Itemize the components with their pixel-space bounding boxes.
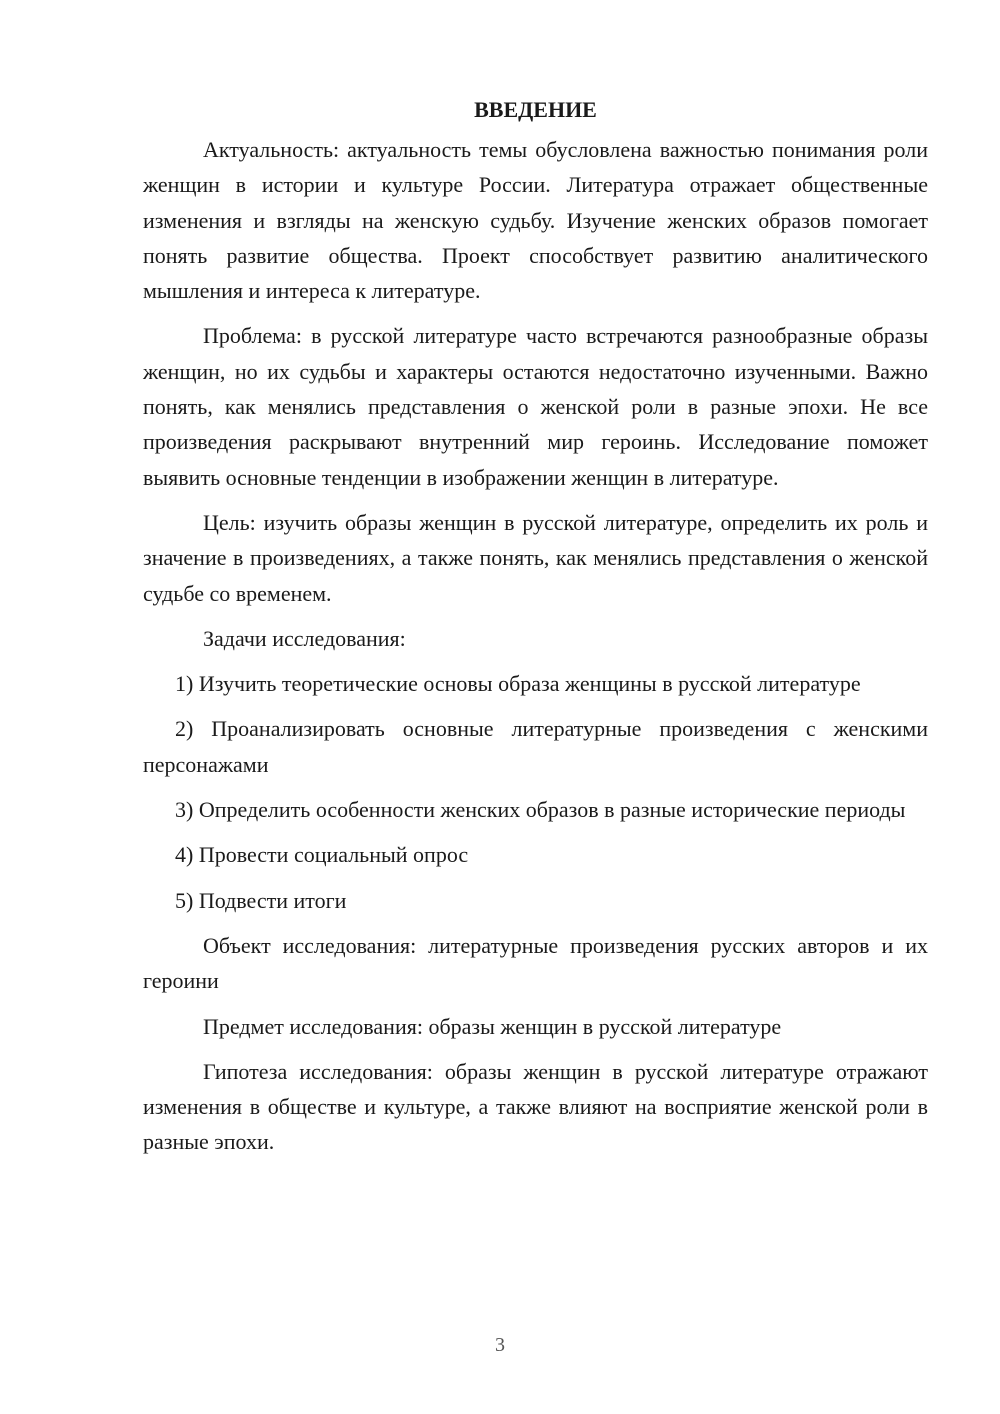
list-item: 4) Провести социальный опрос <box>175 842 469 868</box>
document-page <box>143 92 928 1170</box>
list-item: 5) Подвести итоги <box>175 887 347 913</box>
relevance-paragraph: Актуальность: актуальность темы обусловлена важностью понимания роли женщин в истории и культуре России. Литература отражает общественные изменения и взгляды на женскую судьбу. Изучение женских образов помогает понять развитие общества. Проект способствует развитию аналитического мышления и интереса к литературе. <box>143 137 928 304</box>
page-number: 3 <box>495 1334 505 1356</box>
list-item: 1) Изучить теоретические основы образа женщины в русской литературе <box>175 671 861 697</box>
list-item: 2) Проанализировать основные литературные произведения с женскими персонажами <box>143 716 928 777</box>
page-title: ВВЕДЕНИЕ <box>474 97 597 122</box>
goal-paragraph: Цель: изучить образы женщин в русской литературе, определить их роль и значение в произведениях, а также понять, как менялись представления о женской судьбе со временем. <box>143 509 928 606</box>
subject-paragraph: Предмет исследования: образы женщин в русской литературе <box>203 1013 782 1039</box>
hypothesis-paragraph: Гипотеза исследования: образы женщин в русской литературе отражают изменения в обществе и культуре, а также влияют на восприятие женской роли в разные эпохи. <box>143 1058 928 1155</box>
tasks-list <box>143 666 928 918</box>
problem-paragraph: Проблема: в русской литературе часто встречаются разнообразные образы женщин, но их судьбы и характеры остаются недостаточно изученными. Важно понять, как менялись представления о женской роли в разные эпохи. Не все произведения раскрывают внутренний мир героинь. Исследование поможет выявить основные тенденции в изображении женщин в литературе. <box>143 323 928 490</box>
object-paragraph: Объект исследования: литературные произведения русских авторов и их героини <box>143 932 928 994</box>
list-item: 3) Определить особенности женских образов в разные исторические периоды <box>175 797 906 823</box>
tasks-heading: Задачи исследования: <box>203 625 406 651</box>
